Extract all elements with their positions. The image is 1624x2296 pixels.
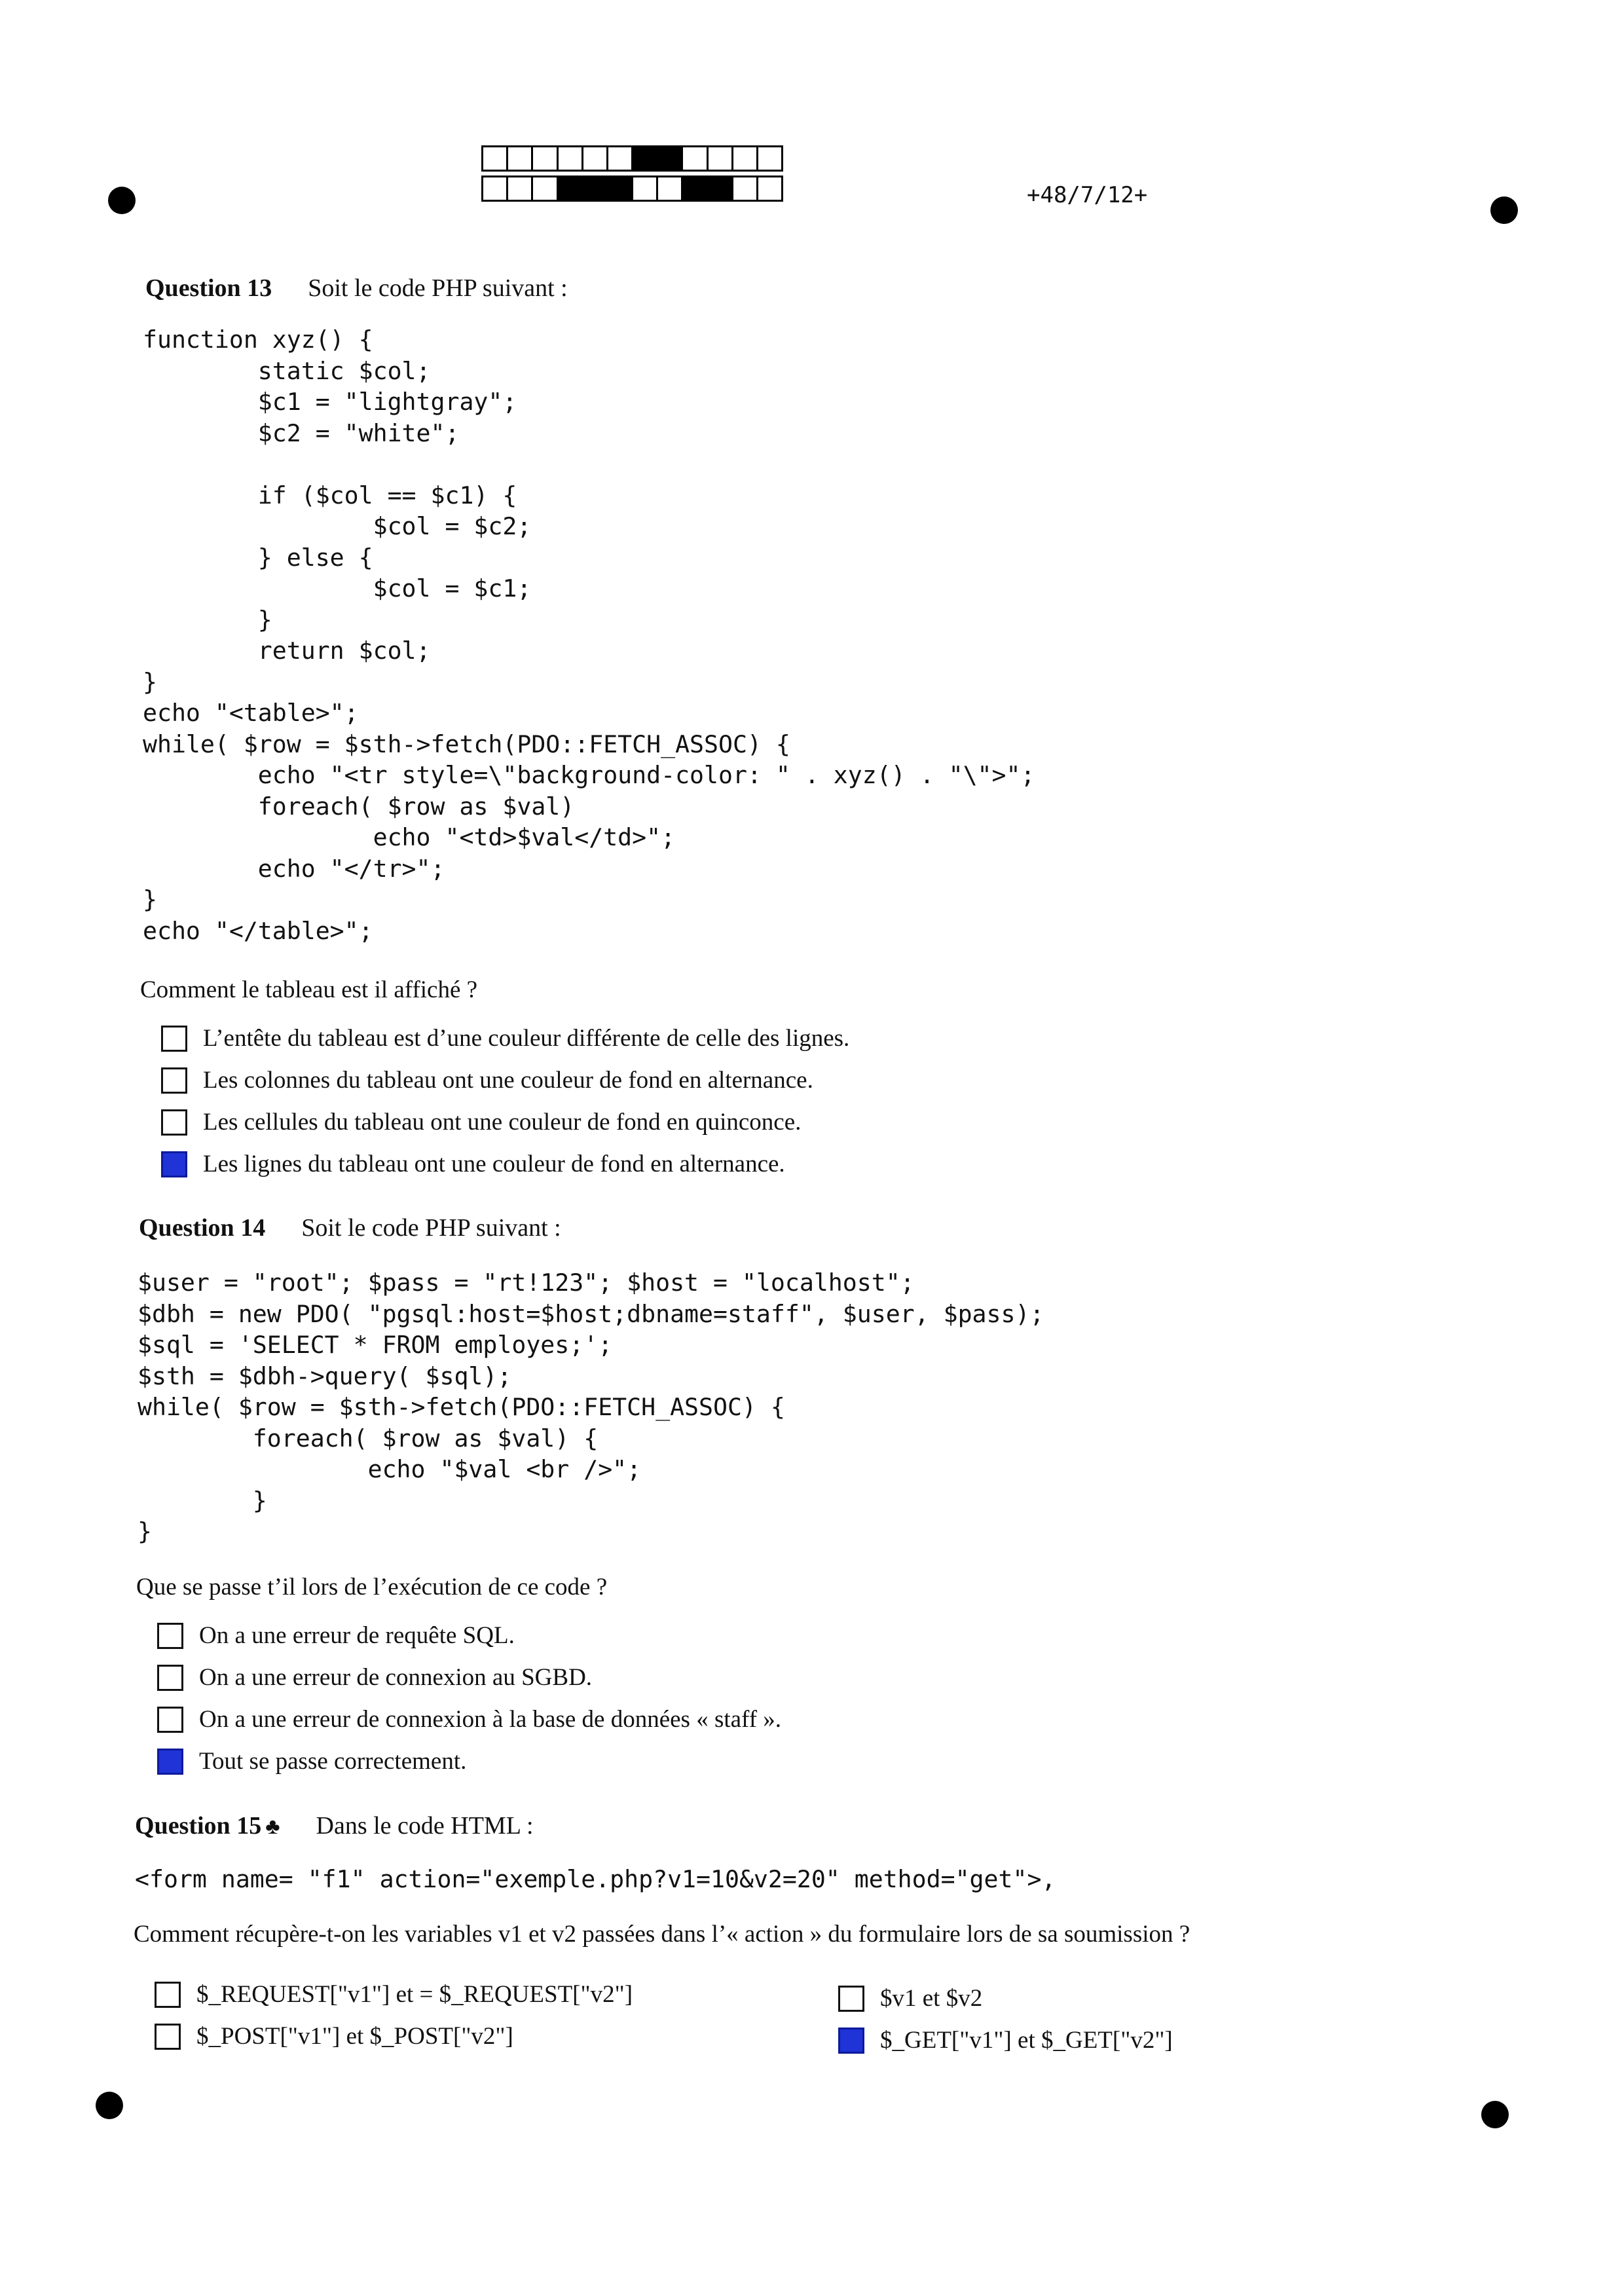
barcode-cell (531, 145, 558, 172)
question-text: Soit le code PHP suivant : (308, 274, 568, 302)
question-text: Dans le code HTML : (316, 1812, 534, 1840)
barcode-cell (756, 176, 783, 202)
code-line: $sql = 'SELECT * FROM employes;'; (138, 1331, 613, 1359)
answer-label: $v1 et $v2 (880, 1985, 983, 2012)
answer-label: L’entête du tableau est d’une couleur différente de celle des lignes. (203, 1025, 850, 1052)
barcode-cell (681, 176, 708, 202)
code-line: echo "<tr style=\"background-color: " . xyz() . "\">"; (143, 761, 1035, 789)
barcode-cell (606, 145, 633, 172)
barcode-cell (531, 176, 558, 202)
code-line: static $col; (143, 356, 431, 385)
answer-label: $_POST["v1"] et $_POST["v2"] (196, 2023, 513, 2050)
code-line: } (138, 1486, 267, 1515)
question-number: Question 14 (139, 1214, 266, 1242)
registration-mark-bottom-left (96, 2092, 123, 2119)
question-14-title (139, 1213, 561, 1242)
q14-answer-2[interactable] (157, 1663, 592, 1692)
question-number: Question 15 (135, 1812, 262, 1840)
code-line: } (143, 605, 272, 634)
barcode-cell (581, 176, 608, 202)
checkbox[interactable] (155, 1982, 181, 2008)
sheet-id-code: +48/7/12+ (1027, 182, 1148, 208)
answer-label: Les cellules du tableau ont une couleur de fond en quinconce. (203, 1109, 802, 1136)
code-line: echo "</table>"; (143, 916, 373, 945)
barcode-cell (707, 145, 733, 172)
question-15-code (135, 1864, 1056, 1895)
question-text: Soit le code PHP suivant : (301, 1214, 561, 1242)
question-15-title (135, 1811, 534, 1840)
q13-answer-1[interactable] (161, 1024, 849, 1052)
answer-label: $_GET["v1"] et $_GET["v2"] (880, 2027, 1173, 2054)
barcode-cell (631, 145, 658, 172)
q15-answer-1[interactable] (155, 1980, 633, 2009)
code-line: } else { (143, 543, 373, 572)
question-number: Question 13 (145, 274, 272, 302)
question-15-prompt: Comment récupère-t-on les variables v1 et v2 passées dans l’« action » du formulaire lors de sa soumission ? (134, 1921, 1190, 1948)
code-line: $user = "root"; $pass = "rt!123"; $host = "localhost"; (138, 1268, 915, 1297)
barcode-cell (631, 176, 658, 202)
answer-label: Les colonnes du tableau ont une couleur de fond en alternance. (203, 1067, 813, 1094)
barcode-cell (756, 145, 783, 172)
checkbox[interactable] (157, 1623, 183, 1649)
answer-label: Les lignes du tableau ont une couleur de fond en alternance. (203, 1151, 785, 1177)
barcode-cell (656, 145, 683, 172)
question-13-prompt: Comment le tableau est il affiché ? (140, 976, 478, 1003)
question-14-code (138, 1267, 1044, 1547)
registration-mark-top-left (108, 187, 136, 214)
barcode-cell (506, 176, 533, 202)
barcode-cell (557, 176, 583, 202)
code-line: } (143, 667, 157, 696)
code-line: echo "<td>$val</td>"; (143, 823, 676, 851)
answer-label: On a une erreur de connexion à la base de données « staff ». (199, 1706, 782, 1733)
code-line: <form name= "f1" action="exemple.php?v1=10&v2=20" method="get">, (135, 1865, 1056, 1893)
barcode-cell (731, 176, 758, 202)
code-line: echo "$val <br />"; (138, 1455, 642, 1483)
answer-label: On a une erreur de connexion au SGBD. (199, 1664, 593, 1691)
code-line: } (138, 1517, 152, 1546)
question-14-prompt: Que se passe t’il lors de l’exécution de ce code ? (136, 1574, 608, 1601)
answer-label: $_REQUEST["v1"] et = $_REQUEST["v2"] (196, 1981, 633, 2008)
code-line: echo "<table>"; (143, 699, 359, 727)
code-line: $sth = $dbh->query( $sql); (138, 1361, 512, 1390)
barcode-cell (731, 145, 758, 172)
checkbox[interactable] (838, 1986, 864, 2012)
question-13-title (145, 274, 568, 303)
barcode-cell (557, 145, 583, 172)
barcode-cell (606, 176, 633, 202)
checkbox[interactable] (157, 1707, 183, 1733)
checkbox[interactable] (161, 1067, 187, 1094)
code-line: while( $row = $sth->fetch(PDO::FETCH_ASSOC) { (138, 1393, 785, 1421)
code-line: $col = $c2; (143, 512, 532, 540)
question-13-code (143, 324, 1035, 946)
barcode-cell (481, 145, 508, 172)
code-line: $dbh = new PDO( "pgsql:host=$host;dbname=staff", $user, $pass); (138, 1299, 1044, 1328)
q14-answer-3[interactable] (157, 1705, 781, 1733)
code-line: echo "</tr>"; (143, 854, 445, 883)
code-line: function xyz() { (143, 325, 373, 354)
q15-answer-4[interactable] (838, 2026, 1173, 2054)
checkbox-checked[interactable] (157, 1749, 183, 1775)
registration-mark-bottom-right (1481, 2101, 1509, 2128)
barcode-cell (481, 176, 508, 202)
q14-answer-4[interactable] (157, 1747, 466, 1775)
q14-answer-1[interactable] (157, 1621, 515, 1650)
code-line: return $col; (143, 637, 431, 665)
q13-answer-2[interactable] (161, 1066, 813, 1094)
checkbox[interactable] (157, 1665, 183, 1691)
code-line: if ($col == $c1) { (143, 481, 517, 509)
club-icon: ♣ (265, 1815, 280, 1839)
code-line: $col = $c1; (143, 574, 532, 602)
q15-answer-2[interactable] (155, 2022, 513, 2050)
code-line: $c2 = "white"; (143, 418, 460, 447)
barcode-cell (656, 176, 683, 202)
q13-answer-4[interactable] (161, 1150, 785, 1178)
code-line: $c1 = "lightgray"; (143, 388, 517, 416)
barcode-cell (681, 145, 708, 172)
checkbox-checked[interactable] (161, 1151, 187, 1177)
checkbox[interactable] (161, 1026, 187, 1052)
checkbox-checked[interactable] (838, 2028, 864, 2054)
barcode-row-2 (481, 176, 781, 202)
answer-label: Tout se passe correctement. (199, 1748, 467, 1775)
answer-label: On a une erreur de requête SQL. (199, 1622, 515, 1649)
checkbox[interactable] (161, 1109, 187, 1136)
checkbox[interactable] (155, 2024, 181, 2050)
q13-answer-3[interactable] (161, 1108, 801, 1136)
barcode-cell (506, 145, 533, 172)
q15-answer-3[interactable] (838, 1984, 982, 2012)
code-line: } (143, 885, 157, 914)
code-line: while( $row = $sth->fetch(PDO::FETCH_ASSOC) { (143, 730, 790, 758)
barcode-cell (581, 145, 608, 172)
registration-mark-top-right (1490, 196, 1518, 224)
barcode-cell (707, 176, 733, 202)
code-line: foreach( $row as $val) { (138, 1424, 599, 1453)
code-line: foreach( $row as $val) (143, 792, 575, 821)
barcode-row-1 (481, 145, 781, 172)
